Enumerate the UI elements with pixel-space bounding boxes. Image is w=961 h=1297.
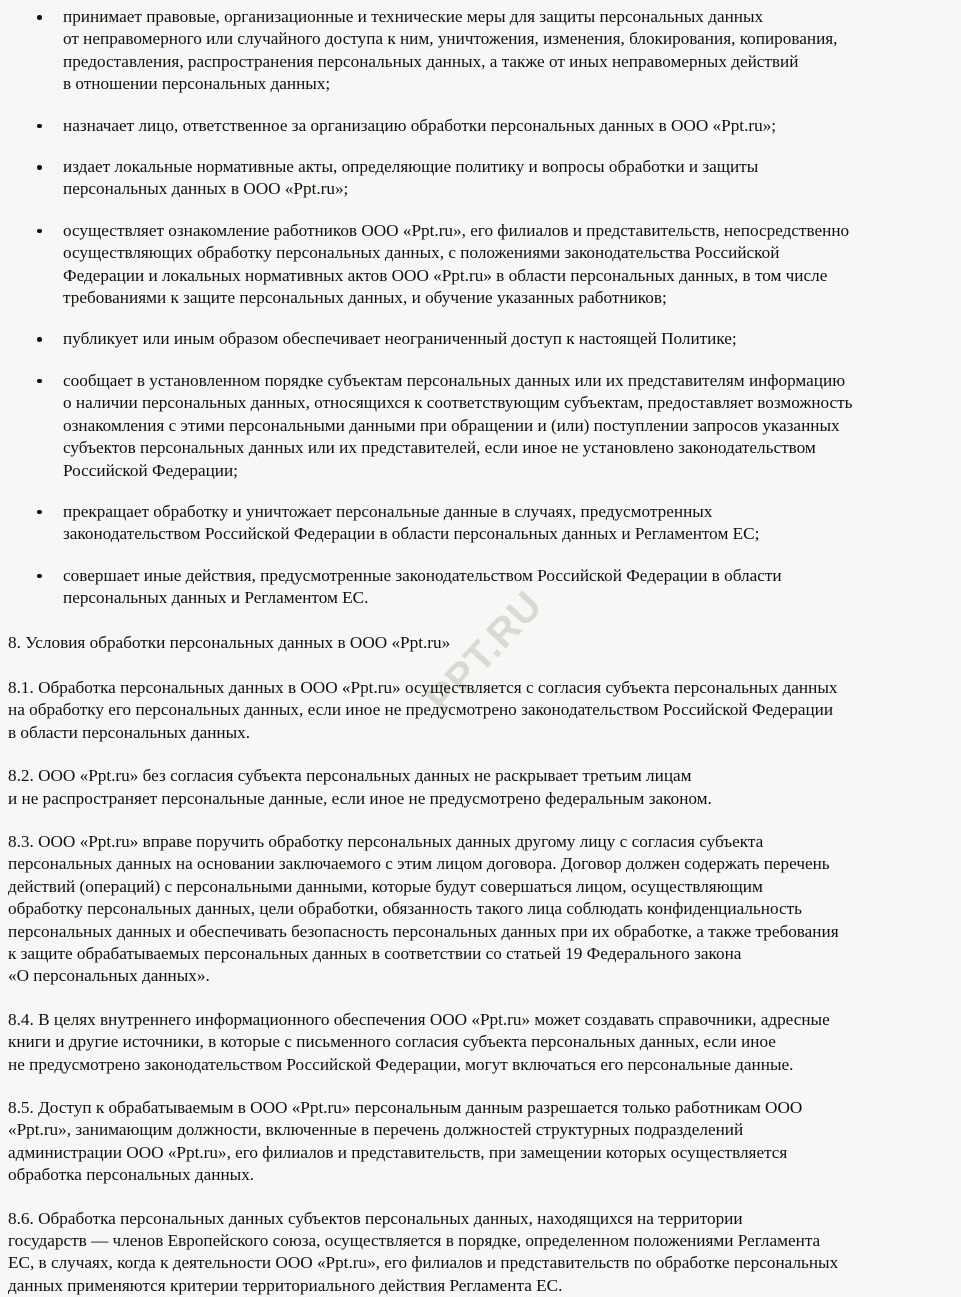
paragraph-line: 8.3. ООО «Ppt.ru» вправе поручить обработку персональных данных другому лицу с согласия субъекта	[8, 831, 764, 851]
bullet-line: требованиями к защите персональных данных, и обучение указанных работников;	[63, 288, 667, 308]
paragraph-line: 8.2. ООО «Ppt.ru» без согласия субъекта персональных данных не раскрывает третьим лицам	[8, 766, 692, 786]
numbered-paragraph	[8, 765, 947, 810]
paragraph-line: персональных данных и обеспечивать безопасность персональных данных при их обработке, а также требования	[8, 921, 839, 941]
paragraph-line: к защите обрабатываемых персональных данных в соответствии со статьей 19 Федерального закона	[8, 944, 742, 963]
bullet-line: назначает лицо, ответственное за организацию обработки персональных данных в ООО «Ppt.ru»;	[63, 115, 777, 135]
obligations-bullet-list	[8, 6, 947, 610]
paragraph-line: на обработку его персональных данных, если иное не предусмотрено законодательством Российской Федерации	[8, 700, 834, 720]
paragraph-line: государств — членов Европейского союза, осуществляется в порядке, определенном положениями Регламента	[8, 1231, 821, 1251]
paragraph-line: 8.4. В целях внутреннего информационного обеспечения ООО «Ppt.ru» может создавать справочники, адресные	[8, 1009, 830, 1029]
bullet-line: в отношении персональных данных;	[63, 74, 331, 94]
bullet-item	[8, 565, 947, 610]
paragraph-line: 8.1. Обработка персональных данных в ООО «Ppt.ru» осуществляется с согласия субъекта персональных данных	[8, 677, 838, 697]
paragraph-line: обработка персональных данных.	[8, 1165, 255, 1185]
numbered-paragraph	[8, 831, 947, 988]
paragraph-line: ЕС, в случаях, когда к деятельности ООО «Ppt.ru», его филиалов и представительств по обработке персональных	[8, 1253, 839, 1273]
bullet-line: принимает правовые, организационные и технические меры для защиты персональных данных	[63, 7, 764, 26]
bullet-line: о наличии персональных данных, относящихся к соответствующим субъектам, предоставляет возможность	[63, 393, 853, 413]
paragraph-line: «Ppt.ru», занимающим должности, включенные в перечень должностей структурных подразделений	[8, 1120, 744, 1140]
paragraph-line: «О персональных данных».	[8, 966, 210, 986]
bullet-line: персональных данных и Регламентом ЕС.	[63, 588, 369, 608]
paragraph-line: данных применяются критерии территориального действия Регламента ЕС.	[8, 1275, 563, 1295]
bullet-item	[8, 370, 947, 482]
bullet-item	[8, 156, 947, 201]
paragraph-line: 8.6. Обработка персональных данных субъектов персональных данных, находящихся на территории	[8, 1208, 743, 1228]
bullet-line: прекращает обработку и уничтожает персональные данные в случаях, предусмотренных	[63, 501, 713, 521]
numbered-paragraph-list	[8, 677, 947, 1297]
bullet-line: субъектов персональных данных или их представителей, если иное не установлено законодательством	[63, 438, 816, 458]
paragraph-line: не предусмотрено законодательством Российской Федерации, могут включаться его персональные данные.	[8, 1054, 794, 1074]
paragraph-line: и не распространяет персональные данные, если иное не предусмотрено федеральным законом.	[8, 788, 712, 808]
bullet-line: законодательством Российской Федерации в области персональных данных и Регламентом ЕС;	[63, 524, 760, 544]
numbered-paragraph	[8, 1009, 947, 1076]
paragraph-line: обработку персональных данных, цели обработки, обязанность такого лица соблюдать конфиденциальность	[8, 899, 802, 919]
bullet-line: Российской Федерации;	[63, 460, 238, 480]
watermark-text: PPT.RU	[417, 582, 552, 722]
paragraph-line: книги и другие источники, в которые с письменного согласия субъекта персональных данных, если иное	[8, 1032, 776, 1052]
bullet-line: совершает иные действия, предусмотренные законодательством Российской Федерации в области	[63, 565, 782, 585]
bullet-line: публикует или иным образом обеспечивает неограниченный доступ к настоящей Политике;	[63, 329, 737, 349]
bullet-item	[8, 115, 947, 137]
bullet-line: Федерации и локальных нормативных актов ООО «Ppt.ru» в области персональных данных, в том числе	[63, 265, 828, 285]
bullet-item	[8, 328, 947, 350]
document-content	[8, 6, 947, 1297]
bullet-line: предоставления, распространения персональных данных, а также от иных неправомерных действий	[63, 51, 799, 71]
paragraph-line: персональных данных на основании заключаемого с этим лицом договора. Договор должен содержать перечень	[8, 854, 830, 874]
bullet-line: осуществляющих обработку персональных данных, с положениями законодательства Российской	[63, 243, 780, 263]
bullet-item	[8, 501, 947, 546]
numbered-paragraph	[8, 677, 947, 744]
paragraph-line: в области персональных данных.	[8, 722, 251, 742]
paragraph-line: 8.5. Доступ к обрабатываемым в ООО «Ppt.ru» персональным данным разрешается только работникам ООО	[8, 1098, 803, 1118]
section-heading-8: 8. Условия обработки персональных данных в ООО «Ppt.ru»	[8, 632, 451, 652]
paragraph-line: действий (операций) с персональными данными, которые будут совершаться лицом, осуществляющим	[8, 876, 763, 896]
bullet-line: осуществляет ознакомление работников ООО «Ppt.ru», его филиалов и представительств, непосредственно	[63, 220, 850, 240]
paragraph-line: администрации ООО «Ppt.ru», его филиалов и представительств, при замещении которых осуществляется	[8, 1142, 788, 1162]
bullet-line: издает локальные нормативные акты, определяющие политику и вопросы обработки и защиты	[63, 157, 759, 177]
numbered-paragraph	[8, 1208, 947, 1297]
bullet-line: от неправомерного или случайного доступа к ним, уничтожения, изменения, блокирования, копирования,	[63, 29, 838, 49]
bullet-item	[8, 6, 947, 96]
bullet-line: персональных данных в ООО «Ppt.ru»;	[63, 179, 349, 199]
numbered-paragraph	[8, 1097, 947, 1187]
bullet-line: сообщает в установленном порядке субъектам персональных данных или их представителям информацию	[63, 370, 846, 390]
bullet-line: ознакомления с этими персональными данными при обращении и (или) поступлении запросов указанных	[63, 415, 840, 435]
bullet-item	[8, 220, 947, 310]
